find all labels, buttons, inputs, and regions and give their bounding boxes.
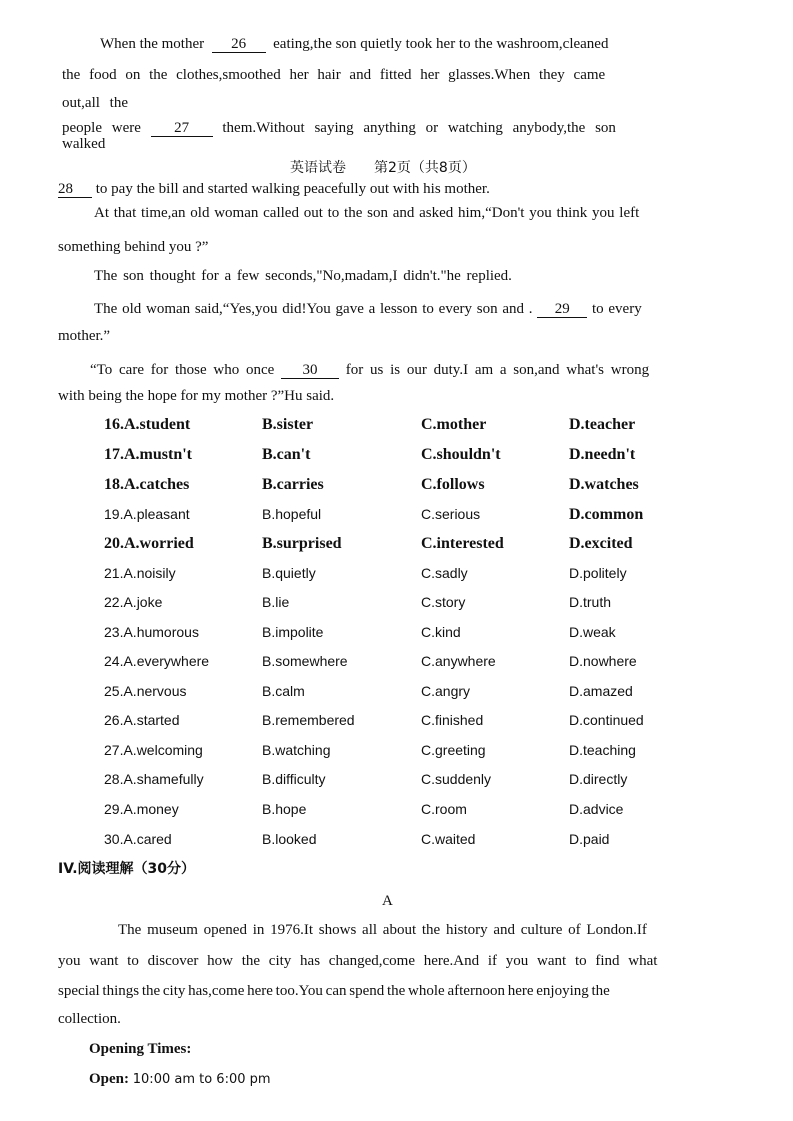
option-19-b: B.hopeful [262, 506, 322, 522]
option-28-c: C.suddenly [421, 771, 492, 787]
blank-28: 28 [58, 181, 92, 198]
option-19-a: 19.A.pleasant [104, 506, 190, 522]
page-header: 英语试卷 第2页（共8页） [290, 160, 476, 176]
option-18-c: C.follows [421, 476, 485, 493]
option-29-b: B.hope [262, 801, 307, 817]
option-21-a: 21.A.noisily [104, 565, 176, 581]
text: eating,the son quietly took her to the washroom,cleaned [273, 36, 609, 52]
option-25-d: D.amazed [569, 683, 633, 699]
option-21-c: C.sadly [421, 565, 468, 581]
passage-line: with being the hope for my mother ?”Hu said. [58, 388, 335, 404]
passage-line [90, 361, 649, 379]
option-21-d: D.politely [569, 565, 627, 581]
open-hours: 10:00 am to 6:00 pm [132, 1072, 271, 1087]
option-16-c: C.mother [421, 416, 487, 433]
reading-line: you want to discover how the city has changed,come here.And if you want to find what [58, 953, 658, 969]
passage-line: mother.” [58, 328, 111, 344]
option-20-d: D.excited [569, 535, 633, 552]
text: “To care for those who once [90, 362, 275, 378]
option-17-b: B.can't [262, 446, 311, 463]
option-17-c: C.shouldn't [421, 446, 501, 463]
blank-30: 30 [281, 362, 339, 379]
passage-line [58, 180, 490, 198]
option-20-b: B.surprised [262, 535, 342, 552]
text: them.Without saying anything or watching anybody,the son [222, 120, 616, 136]
text: people were [62, 120, 141, 136]
option-19-d: D.common [569, 506, 644, 523]
option-27-d: D.teaching [569, 742, 636, 758]
option-17-d: D.needn't [569, 446, 636, 463]
option-26-b: B.remembered [262, 712, 355, 728]
option-18-b: B.carries [262, 476, 324, 493]
option-25-a: 25.A.nervous [104, 683, 187, 699]
passage-line [94, 300, 642, 318]
option-24-b: B.somewhere [262, 653, 348, 669]
option-21-b: B.quietly [262, 565, 316, 581]
option-29-d: D.advice [569, 801, 624, 817]
reading-line: collection. [58, 1011, 121, 1027]
opening-times-heading: Opening Times: [89, 1041, 192, 1057]
option-30-b: B.looked [262, 831, 317, 847]
option-18-a: 18.A.catches [104, 476, 190, 493]
text: The old woman said,“Yes,you did!You gave a lesson to every son and . [94, 301, 533, 317]
text: to every [591, 301, 642, 317]
option-22-a: 22.A.joke [104, 594, 163, 610]
passage-line: the food on the clothes,smoothed her hair and fitted her glasses.When they came [62, 67, 606, 83]
option-20-a: 20.A.worried [104, 535, 194, 552]
option-28-b: B.difficulty [262, 771, 326, 787]
option-27-a: 27.A.welcoming [104, 742, 203, 758]
option-29-a: 29.A.money [104, 801, 179, 817]
option-25-b: B.calm [262, 683, 305, 699]
reading-line: special things the city has,come here too.You can spend the whole afternoon here enjoying the [58, 983, 610, 999]
option-19-c: C.serious [421, 506, 481, 522]
part-label: A [382, 893, 393, 909]
option-24-d: D.nowhere [569, 653, 637, 669]
option-20-c: C.interested [421, 535, 504, 552]
text: for us is our duty.I am a son,and what's wrong [345, 362, 650, 378]
option-28-d: D.directly [569, 771, 628, 787]
option-22-b: B.lie [262, 594, 290, 610]
option-23-d: D.weak [569, 624, 616, 640]
option-23-c: C.kind [421, 624, 461, 640]
passage-line: The son thought for a few seconds,"No,madam,I didn't."he replied. [94, 268, 512, 284]
option-30-c: C.waited [421, 831, 476, 847]
passage-line: out,all the [62, 95, 128, 111]
option-26-a: 26.A.started [104, 712, 180, 728]
option-26-c: C.finished [421, 712, 484, 728]
open-label: Open: [89, 1071, 130, 1087]
passage-line: something behind you ?” [58, 239, 209, 255]
blank-29: 29 [537, 301, 587, 318]
option-30-d: D.paid [569, 831, 610, 847]
option-30-a: 30.A.cared [104, 831, 172, 847]
option-27-b: B.watching [262, 742, 331, 758]
option-23-a: 23.A.humorous [104, 624, 199, 640]
option-17-a: 17.A.mustn't [104, 446, 193, 463]
option-22-d: D.truth [569, 594, 612, 610]
text: to pay the bill and started walking peacefully out with his mother. [95, 181, 490, 197]
option-16-b: B.sister [262, 416, 314, 433]
option-26-d: D.continued [569, 712, 644, 728]
option-18-d: D.watches [569, 476, 639, 493]
option-24-c: C.anywhere [421, 653, 496, 669]
option-27-c: C.greeting [421, 742, 486, 758]
option-24-a: 24.A.everywhere [104, 653, 210, 669]
passage-line [62, 119, 616, 137]
reading-line: The museum opened in 1976.It shows all about the history and culture of London.If [118, 922, 647, 938]
blank-27: 27 [151, 120, 213, 137]
option-29-c: C.room [421, 801, 467, 817]
passage-line [100, 35, 608, 53]
option-23-b: B.impolite [262, 624, 324, 640]
option-16-a: 16.A.student [104, 416, 191, 433]
option-25-c: C.angry [421, 683, 471, 699]
text: When the mother [100, 36, 205, 52]
open-hours-line [89, 1070, 271, 1089]
passage-line: walked [62, 136, 106, 152]
section-title: IV.阅读理解（30分） [58, 861, 196, 877]
passage-line: At that time,an old woman called out to the son and asked him,“Don't you think you left [94, 205, 640, 221]
blank-26: 26 [212, 36, 266, 53]
option-28-a: 28.A.shamefully [104, 771, 204, 787]
option-22-c: C.story [421, 594, 466, 610]
option-16-d: D.teacher [569, 416, 636, 433]
